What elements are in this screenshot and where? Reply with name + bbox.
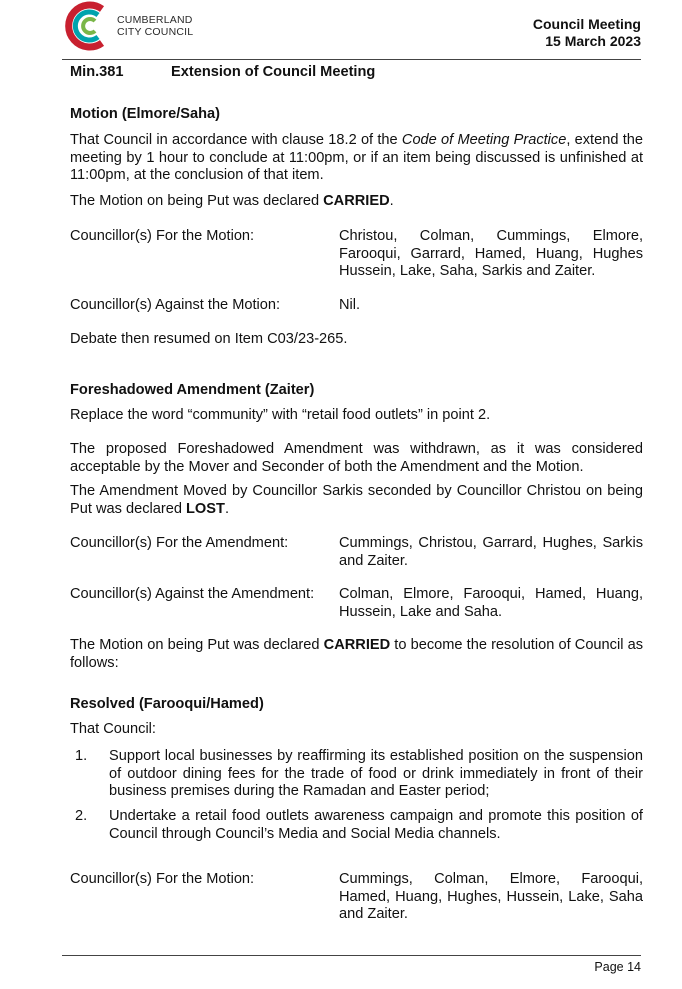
minute-number: Min.381 [70,64,124,80]
meeting-title: Council Meeting [532,16,641,32]
motion-against-label: Councillor(s) Against the Motion: [70,297,281,313]
meeting-date: 15 March 2023 [545,33,641,49]
amendment-result: The Amendment Moved by Councillor Sarkis seconded by Councillor Christou on being Put was declared LOST. [70,483,643,517]
resolved-for-value: Cummings, Colman, Elmore, Farooqui, Hamed, Huang, Hughes, Hussein, Lake, Saha and Zaiter. [339,871,643,922]
motion-against-value: Nil. [339,297,361,313]
amendment-against-label: Councillor(s) Against the Amendment: [70,586,315,602]
list-item-number: 2. [75,808,88,824]
motion-heading: Motion (Elmore/Saha) [70,106,220,122]
motion-text: That Council in accordance with clause 18.2 of the Code of Meeting Practice, extend the meeting by 1 hour to conclude at 11:00pm, or if an item being discussed is unfinished at 11:00pm, at the conclusion of that item. [70,132,643,183]
result-carried: CARRIED [323,193,390,209]
amendment-for-label: Councillor(s) For the Amendment: [70,535,289,551]
amendment-text: Replace the word “community” with “retail food outlets” in point 2. [70,407,491,423]
cumberland-logo-icon [62,0,114,52]
amendment-against-value: Colman, Elmore, Farooqui, Hamed, Huang, Hussein, Lake and Saha. [339,586,643,620]
debate-resumed: Debate then resumed on Item C03/23-265. [70,331,348,347]
org-name [117,14,193,38]
amendment-for-value: Cummings, Christou, Garrard, Hughes, Sarkis and Zaiter. [339,535,643,569]
org-name-line1: CUMBERLAND [117,14,193,26]
org-name-line2: CITY COUNCIL [117,26,194,38]
page-number: Page 14 [594,960,641,974]
resolved-heading: Resolved (Farooqui/Hamed) [70,696,264,712]
resolved-for-label: Councillor(s) For the Motion: [70,871,255,887]
result-carried-2: CARRIED [323,637,391,653]
footer-divider [62,955,641,956]
meeting-info [533,16,641,50]
amendment-withdrawn: The proposed Foreshadowed Amendment was withdrawn, as it was considered acceptable by the Mover and Seconder of both the Amendment and the Motion. [70,441,643,475]
resolved-intro: That Council: [70,721,156,737]
list-item-number: 1. [75,748,88,764]
header-divider [62,59,641,60]
motion-for-value: Christou, Colman, Cummings, Elmore, Farooqui, Garrard, Hamed, Huang, Hughes Hussein, Lake, Saha, Sarkis and Zaiter. [339,228,643,279]
list-item: Undertake a retail food outlets awareness campaign and promote this position of Council through Council’s Media and Social Media channels. [109,808,643,842]
motion-carried-resolution: The Motion on being Put was declared CARRIED to become the resolution of Council as follows: [70,637,643,671]
motion-for-label: Councillor(s) For the Motion: [70,228,255,244]
result-lost: LOST [186,500,225,517]
motion-result: The Motion on being Put was declared CARRIED. [70,193,394,209]
minute-title: Extension of Council Meeting [171,64,376,80]
list-item: Support local businesses by reaffirming its established position on the suspension of outdoor dining fees for the trade of food or drink immediately in front of their business premises during the Ramadan and Easter period; [109,748,643,799]
amendment-heading: Foreshadowed Amendment (Zaiter) [70,382,315,398]
